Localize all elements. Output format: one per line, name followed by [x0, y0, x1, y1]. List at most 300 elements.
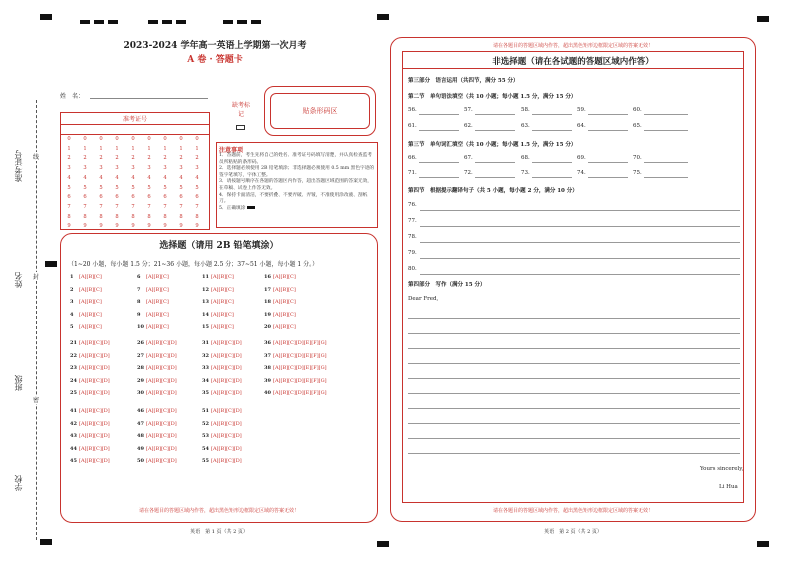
digit-bubble[interactable]: 5 [163, 184, 167, 191]
answer-options[interactable]: [A][B][C] [211, 299, 234, 305]
answer-row[interactable] [70, 365, 110, 371]
answer-options[interactable]: [A][B][C] [273, 299, 296, 305]
answer-row[interactable] [137, 299, 169, 305]
digit-bubble[interactable]: 4 [163, 174, 167, 181]
digit-bubble[interactable]: 3 [67, 165, 71, 172]
answer-options[interactable]: [A][B][C][D] [146, 433, 177, 439]
digit-bubble[interactable]: 3 [131, 165, 135, 172]
answer-options[interactable]: [A][B][C][D] [146, 352, 177, 359]
digit-bubble[interactable]: 6 [99, 194, 103, 201]
digit-bubble[interactable]: 4 [131, 174, 135, 181]
answer-options[interactable]: [A][B][C][D] [79, 445, 110, 452]
registration-mark [251, 20, 261, 24]
sec2-heading: 第二节 单句语法填空（共 10 小题；每小题 1.5 分，满分 15 分） [408, 94, 577, 100]
digit-bubble[interactable]: 6 [67, 194, 71, 201]
blank-answer-line[interactable] [644, 177, 688, 178]
blank-answer-line[interactable] [475, 162, 515, 163]
answer-options[interactable]: [A][B][C][D] [79, 377, 110, 384]
answer-row[interactable] [202, 287, 234, 293]
answer-row[interactable] [137, 433, 177, 439]
digit-column[interactable] [176, 135, 186, 232]
digit-bubble[interactable]: 5 [147, 184, 151, 191]
digit-bubble[interactable]: 6 [83, 194, 87, 201]
answer-row[interactable] [137, 274, 169, 280]
answer-row[interactable] [202, 433, 242, 439]
digit-bubble[interactable]: 6 [115, 194, 119, 201]
digit-bubble[interactable]: 7 [195, 203, 199, 210]
seal-char: 封 [33, 274, 40, 281]
digit-bubble[interactable]: 2 [179, 155, 183, 162]
answer-options[interactable]: [A][B][C] [146, 286, 169, 293]
digit-bubble[interactable]: 3 [195, 165, 199, 172]
digit-bubble[interactable]: 5 [131, 184, 135, 191]
answer-row[interactable] [70, 324, 102, 330]
answer-row[interactable] [264, 378, 327, 384]
answer-options[interactable]: [A][B][C][D] [146, 408, 177, 414]
digit-bubble[interactable]: 6 [131, 194, 135, 201]
answer-options[interactable]: [A][B][C] [273, 311, 296, 318]
question-number: 54 [202, 445, 209, 452]
digit-column[interactable] [144, 135, 154, 232]
question-number: 32 [202, 352, 209, 359]
digit-bubble[interactable]: 6 [163, 194, 167, 201]
answer-row[interactable] [264, 287, 296, 293]
answer-row[interactable] [70, 274, 102, 280]
answer-row[interactable] [70, 408, 110, 414]
digit-bubble[interactable]: 8 [131, 213, 135, 220]
paper-label: A 卷 · 答题卡 [187, 55, 243, 65]
note-item [219, 206, 375, 213]
digit-bubble[interactable]: 6 [147, 194, 151, 201]
answer-options[interactable]: [A][B][C][D] [79, 390, 110, 396]
digit-bubble[interactable]: 9 [115, 223, 119, 230]
digit-bubble[interactable]: 6 [179, 194, 183, 201]
question-number: 41 [70, 408, 77, 414]
blank-answer-line[interactable] [532, 177, 572, 178]
question-number: 55 [202, 458, 209, 464]
answer-row[interactable] [70, 458, 110, 464]
digit-bubble[interactable]: 2 [83, 155, 87, 162]
blank-number: 56. [408, 107, 417, 113]
answer-options[interactable]: [A][B][C][D] [211, 458, 242, 464]
digit-bubble[interactable]: 5 [83, 184, 87, 191]
filled-example-icon [247, 206, 255, 209]
answer-row[interactable] [202, 408, 242, 414]
answer-options[interactable]: [A][B][C][D] [211, 340, 242, 346]
question-number: 26 [137, 340, 144, 346]
translation-number: 78. [408, 234, 417, 240]
seal-char: 线 [33, 154, 40, 161]
digit-bubble[interactable]: 5 [99, 184, 103, 191]
answer-options[interactable]: [A][B][C][D] [211, 433, 242, 439]
digit-bubble[interactable]: 8 [83, 213, 87, 220]
answer-options[interactable]: [A][B][C] [211, 274, 234, 280]
digit-bubble[interactable]: 9 [131, 223, 135, 230]
answer-row[interactable] [70, 421, 110, 427]
digit-bubble[interactable]: 0 [163, 136, 167, 142]
question-number: 5 [70, 324, 74, 330]
blank-answer-line[interactable] [644, 162, 688, 163]
digit-bubble[interactable]: 7 [115, 203, 119, 210]
answer-options[interactable]: [A][B][C][D] [79, 420, 110, 427]
digit-bubble[interactable]: 1 [131, 145, 135, 152]
answer-row[interactable] [70, 446, 110, 452]
digit-bubble[interactable]: 8 [179, 213, 183, 220]
digit-bubble[interactable]: 0 [179, 136, 183, 142]
digit-bubble[interactable]: 9 [163, 223, 167, 230]
digit-bubble[interactable]: 7 [99, 203, 103, 210]
answer-options[interactable]: [A][B][C] [79, 286, 102, 293]
digit-bubble[interactable]: 9 [147, 223, 151, 230]
answer-row[interactable] [202, 340, 242, 346]
writing-line[interactable] [408, 378, 740, 379]
digit-bubble[interactable]: 5 [115, 184, 119, 191]
answer-options[interactable]: [A][B][C][D] [146, 340, 177, 346]
answer-row[interactable] [70, 340, 110, 346]
answer-row[interactable] [137, 365, 177, 371]
blank-number: 58. [521, 107, 530, 113]
answer-options[interactable]: [A][B][C] [211, 324, 234, 330]
digit-bubble[interactable]: 4 [179, 174, 183, 181]
answer-options[interactable]: [A][B][C][D] [211, 390, 242, 396]
digit-bubble[interactable]: 0 [83, 136, 87, 142]
answer-row[interactable] [70, 433, 110, 439]
answer-options[interactable]: [A][B][C][D] [79, 408, 110, 414]
digit-bubble[interactable]: 2 [195, 155, 199, 162]
translation-line[interactable] [420, 210, 740, 211]
answer-row[interactable] [137, 378, 177, 384]
question-number: 6 [137, 274, 141, 280]
absent-checkbox[interactable] [236, 125, 245, 130]
digit-bubble[interactable]: 4 [147, 174, 151, 181]
digit-bubble[interactable]: 1 [67, 145, 71, 152]
answer-row[interactable] [137, 408, 177, 414]
translation-line[interactable] [420, 226, 740, 227]
digit-bubble[interactable]: 1 [99, 145, 103, 152]
digit-bubble[interactable]: 4 [99, 174, 103, 181]
answer-row[interactable] [70, 390, 110, 396]
answer-options[interactable]: [A][B][C][D] [211, 377, 242, 384]
answer-options[interactable]: [A][B][C] [273, 324, 296, 330]
blank-answer-line[interactable] [588, 130, 628, 131]
exam-id-header: 准考证号 [122, 116, 147, 123]
answer-row[interactable] [70, 287, 102, 293]
answer-options[interactable]: [A][B][C] [273, 286, 296, 293]
digit-bubble[interactable]: 3 [147, 165, 151, 172]
digit-bubble[interactable]: 5 [179, 184, 183, 191]
question-number: 50 [137, 458, 144, 464]
registration-mark [162, 20, 172, 24]
digit-bubble[interactable]: 1 [115, 145, 119, 152]
answer-row[interactable] [202, 353, 242, 359]
translation-line[interactable] [420, 242, 740, 243]
blank-answer-line[interactable] [644, 130, 688, 131]
answer-options[interactable]: [A][B][C][D] [146, 458, 177, 464]
answer-options[interactable]: [A][B][C][D] [79, 365, 110, 371]
answer-row[interactable] [264, 299, 296, 305]
digit-bubble[interactable]: 0 [99, 136, 103, 142]
digit-bubble[interactable]: 5 [67, 184, 71, 191]
answer-row[interactable] [137, 421, 177, 427]
digit-bubble[interactable]: 9 [179, 223, 183, 230]
question-number: 28 [137, 365, 144, 371]
digit-bubble[interactable]: 1 [83, 145, 87, 152]
translation-line[interactable] [420, 274, 740, 275]
answer-row[interactable] [202, 299, 234, 305]
answer-row[interactable] [264, 340, 327, 346]
answer-options[interactable]: [A][B][C][D] [79, 433, 110, 439]
answer-options[interactable]: [A][B][C][D] [211, 408, 242, 414]
writing-line[interactable] [408, 423, 740, 424]
answer-options[interactable]: [A][B][C] [79, 274, 102, 280]
answer-row[interactable] [264, 312, 296, 318]
digit-bubble[interactable]: 7 [163, 203, 167, 210]
note-item: 2．选择题必须使用 2B 铅笔填涂；非选择题必须使用 0.5 mm 黑色字迹的签字笔填写，字体工整。 [219, 166, 375, 178]
answer-options[interactable]: [A][B][C][D] [211, 445, 242, 452]
digit-bubble[interactable]: 2 [163, 155, 167, 162]
answer-options[interactable]: [A][B][C] [146, 324, 169, 330]
seal-char: 密 [33, 397, 40, 404]
answer-options[interactable]: [A][B][C][D] [211, 420, 242, 427]
writing-line[interactable] [408, 363, 740, 364]
digit-bubble[interactable]: 0 [131, 136, 135, 142]
answer-row[interactable] [70, 312, 102, 318]
answer-options[interactable]: [A][B][C][D] [211, 365, 242, 371]
name-field[interactable] [90, 98, 208, 99]
registration-mark [377, 541, 389, 547]
writing-line[interactable] [408, 348, 740, 349]
question-number: 46 [137, 408, 144, 414]
digit-bubble[interactable]: 2 [147, 155, 151, 162]
digit-bubble[interactable]: 0 [115, 136, 119, 142]
digit-bubble[interactable]: 1 [163, 145, 167, 152]
digit-bubble[interactable]: 4 [115, 174, 119, 181]
writing-line[interactable] [408, 393, 740, 394]
digit-bubble[interactable]: 1 [179, 145, 183, 152]
question-number: 45 [70, 458, 77, 464]
digit-bubble[interactable]: 9 [99, 223, 103, 230]
answer-options[interactable]: [A][B][C][D][E][F][G] [273, 390, 327, 396]
answer-options[interactable]: [A][B][C] [79, 299, 102, 305]
side-label-class: 班级 [14, 375, 23, 391]
answer-row[interactable] [137, 312, 169, 318]
answer-options[interactable]: [A][B][C][D] [211, 352, 242, 359]
answer-row[interactable] [202, 365, 242, 371]
digit-bubble[interactable]: 1 [195, 145, 199, 152]
blank-answer-line[interactable] [419, 162, 459, 163]
blank-answer-line[interactable] [588, 114, 628, 115]
answer-row[interactable] [70, 299, 102, 305]
answer-options[interactable]: [A][B][C] [79, 324, 102, 330]
blank-answer-line[interactable] [475, 114, 515, 115]
digit-bubble[interactable]: 2 [115, 155, 119, 162]
barcode-label: 贴条形码区 [302, 107, 338, 115]
answer-row[interactable] [137, 446, 177, 452]
answer-row[interactable] [137, 287, 169, 293]
digit-bubble[interactable]: 3 [99, 165, 103, 172]
writing-line[interactable] [408, 438, 740, 439]
blank-answer-line[interactable] [475, 177, 515, 178]
answer-row[interactable] [137, 340, 177, 346]
answer-row[interactable] [202, 421, 242, 427]
blank-answer-line[interactable] [475, 130, 515, 131]
digit-bubble[interactable]: 1 [147, 145, 151, 152]
question-number: 49 [137, 445, 144, 452]
digit-bubble[interactable]: 4 [83, 174, 87, 181]
digit-bubble[interactable]: 9 [195, 223, 199, 230]
digit-bubble[interactable]: 7 [147, 203, 151, 210]
question-number: 36 [264, 340, 271, 346]
question-number: 7 [137, 286, 141, 293]
digit-bubble[interactable]: 3 [179, 165, 183, 172]
blank-number: 68. [521, 155, 530, 161]
question-number: 16 [264, 274, 271, 280]
answer-row[interactable] [202, 458, 242, 464]
answer-row[interactable] [137, 324, 169, 330]
writing-line[interactable] [408, 453, 740, 454]
answer-row[interactable] [70, 353, 110, 359]
answer-options[interactable]: [A][B][C][D] [146, 445, 177, 452]
blank-answer-line[interactable] [532, 130, 572, 131]
translation-line[interactable] [420, 258, 740, 259]
answer-row[interactable] [202, 446, 242, 452]
blank-answer-line[interactable] [588, 177, 628, 178]
writing-line[interactable] [408, 318, 740, 319]
question-number: 47 [137, 420, 144, 427]
digit-column[interactable] [128, 135, 138, 232]
answer-options[interactable]: [A][B][C][D][E][F][G] [273, 365, 327, 371]
digit-bubble[interactable]: 3 [83, 165, 87, 172]
sec3-heading: 第三节 单句词汇填空（共 10 小题；每小题 1.5 分，满分 15 分） [408, 142, 577, 148]
translation-number: 80. [408, 266, 417, 272]
answer-row[interactable] [137, 390, 177, 396]
answer-row[interactable] [202, 274, 234, 280]
title-divider [402, 68, 744, 69]
exam-title: 2023-2024 学年高一英语上学期第一次月考 [123, 41, 307, 51]
blank-number: 69. [577, 155, 586, 161]
answer-options[interactable]: [A][B][C][D] [79, 352, 110, 359]
answer-options[interactable]: [A][B][C] [146, 299, 169, 305]
side-label-school: 学校 [14, 475, 23, 491]
digit-bubble[interactable]: 9 [83, 223, 87, 230]
answer-options[interactable]: [A][B][C][D] [79, 340, 110, 346]
blank-answer-line[interactable] [644, 114, 688, 115]
blank-answer-line[interactable] [532, 162, 572, 163]
digit-bubble[interactable]: 9 [67, 223, 71, 230]
answer-options[interactable]: [A][B][C] [146, 311, 169, 318]
question-number: 37 [264, 352, 271, 359]
blank-answer-line[interactable] [419, 130, 459, 131]
digit-bubble[interactable]: 7 [179, 203, 183, 210]
blank-number: 70. [633, 155, 642, 161]
answer-row[interactable] [264, 274, 296, 280]
answer-row[interactable] [202, 390, 242, 396]
note-item: 4．保持卡面清洁，不要折叠、不要弄破、弄皱，不准使用涂改液、刮纸刀。 [219, 192, 368, 205]
answer-options[interactable]: [A][B][C] [273, 274, 296, 280]
blank-answer-line[interactable] [588, 162, 628, 163]
digit-column[interactable] [64, 135, 74, 232]
right-top-warning: 请在各题目的答题区域内作答，超出黑色矩形边框限定区域的答案无效！ [492, 43, 653, 49]
answer-options[interactable]: [A][B][C][D][E][F][G] [273, 352, 327, 359]
answer-row[interactable] [264, 390, 327, 396]
answer-options[interactable]: [A][B][C][D] [146, 390, 177, 396]
digit-bubble[interactable]: 5 [195, 184, 199, 191]
digit-bubble[interactable]: 3 [115, 165, 119, 172]
answer-options[interactable]: [A][B][C][D] [79, 458, 110, 464]
digit-bubble[interactable]: 4 [67, 174, 71, 181]
digit-bubble[interactable]: 7 [67, 203, 71, 210]
digit-bubble[interactable]: 0 [147, 136, 151, 142]
answer-row[interactable] [202, 312, 234, 318]
blank-answer-line[interactable] [419, 177, 459, 178]
answer-row[interactable] [137, 353, 177, 359]
digit-column[interactable] [112, 135, 122, 232]
answer-options[interactable]: [A][B][C][D] [146, 420, 177, 427]
answer-row[interactable] [202, 324, 234, 330]
answer-row[interactable] [137, 458, 177, 464]
digit-bubble[interactable]: 7 [131, 203, 135, 210]
digit-bubble[interactable]: 0 [67, 136, 71, 142]
digit-column[interactable] [80, 135, 90, 232]
answer-options[interactable]: [A][B][C][D][E][F][G] [273, 377, 327, 384]
closing: Yours sincerely, [700, 466, 744, 472]
digit-bubble[interactable]: 0 [195, 136, 199, 142]
digit-column[interactable] [96, 135, 106, 232]
blank-answer-line[interactable] [532, 114, 572, 115]
answer-options[interactable]: [A][B][C][D] [146, 377, 177, 384]
digit-bubble[interactable]: 8 [67, 213, 71, 220]
answer-options[interactable]: [A][B][C] [211, 311, 234, 318]
answer-options[interactable]: [A][B][C] [79, 311, 102, 318]
digit-bubble[interactable]: 8 [195, 213, 199, 220]
answer-options[interactable]: [A][B][C][D][E][F][G] [273, 340, 327, 346]
answer-row[interactable] [70, 378, 110, 384]
registration-mark [94, 20, 104, 24]
digit-column[interactable] [192, 135, 202, 232]
digit-bubble[interactable]: 8 [115, 213, 119, 220]
digit-column[interactable] [160, 135, 170, 232]
answer-options[interactable]: [A][B][C] [146, 274, 169, 280]
answer-options[interactable]: [A][B][C] [211, 286, 234, 293]
question-number: 11 [202, 274, 209, 280]
digit-bubble[interactable]: 8 [99, 213, 103, 220]
writing-line[interactable] [408, 333, 740, 334]
registration-mark [176, 20, 186, 24]
blank-number: 57. [464, 107, 473, 113]
binding-line [36, 100, 37, 540]
question-number: 3 [70, 299, 74, 305]
answer-row[interactable] [264, 324, 296, 330]
digit-bubble[interactable]: 2 [99, 155, 103, 162]
digit-bubble[interactable]: 2 [131, 155, 135, 162]
answer-row[interactable] [202, 378, 242, 384]
digit-bubble[interactable]: 2 [67, 155, 71, 162]
blank-number: 59. [577, 107, 586, 113]
digit-bubble[interactable]: 8 [147, 213, 151, 220]
digit-bubble[interactable]: 7 [83, 203, 87, 210]
digit-bubble[interactable]: 3 [163, 165, 167, 172]
digit-bubble[interactable]: 8 [163, 213, 167, 220]
answer-row[interactable] [264, 365, 327, 371]
registration-mark [45, 261, 57, 267]
writing-line[interactable] [408, 408, 740, 409]
question-number: 31 [202, 340, 209, 346]
answer-options[interactable]: [A][B][C][D] [146, 365, 177, 371]
blank-answer-line[interactable] [419, 114, 459, 115]
digit-bubble[interactable]: 6 [195, 194, 199, 201]
digit-bubble[interactable]: 4 [195, 174, 199, 181]
answer-row[interactable] [264, 353, 327, 359]
